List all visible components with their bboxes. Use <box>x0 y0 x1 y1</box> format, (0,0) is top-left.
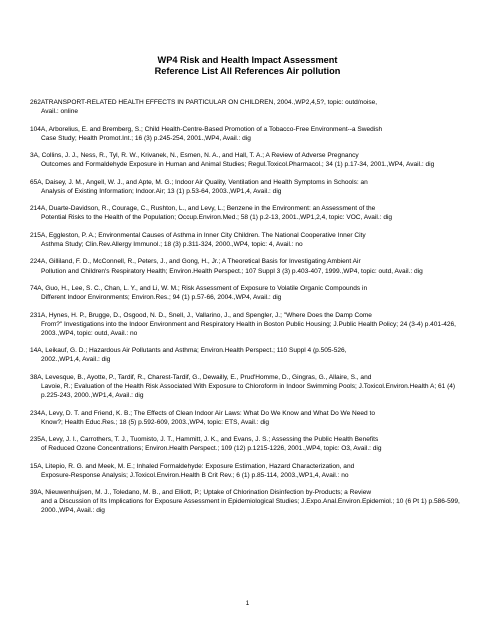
reference-first-line: 235A, Levy, J. I., Carrothers, T. J., Tuomisto, J. T., Hammitt, J. K., and Evans, J. S.; Assessing the Public Health Benefits <box>30 436 379 444</box>
reference-entry <box>30 151 475 169</box>
reference-continuation: From?" Investigations into the Indoor Environment and Respiratory Health in Boston Public Housing; J.Public Health Policy; 24 (3-4) p.401-426, 2003.,WP4, topic: outd, Avail.: no <box>41 320 456 337</box>
reference-entry <box>30 373 475 400</box>
reference-continuation: Analysis of Existing Information; Indoor.Air; 13 (1) p.53-64, 2003.,WP1,4, Avail.: dig <box>41 187 282 195</box>
reference-continuation: and a Discussion of Its Implications for Exposure Assessment in Epidemiological Studies; J.Expo.Anal.Environ.Epidemiol.; 10 (6 Pt 1) p.586-599, 2000.,WP4, Avail.: dig <box>41 498 460 515</box>
reference-first-line: 214A, Duarte-Davidson, R., Courage, C., Rushton, L., and Levy, L.; Benzene in the Environment: an Assessment of the <box>30 205 376 213</box>
reference-first-line: 215A, Eggleston, P. A.; Environmental Causes of Asthma in Inner City Children. The National Cooperative Inner City <box>30 231 366 239</box>
reference-continuation: Different Indoor Environments; Environ.Res.; 94 (1) p.57-66, 2004.,WP4, Avail.: dig <box>41 294 282 302</box>
reference-entry <box>30 311 475 338</box>
title-line-2: Reference List All References Air pollution <box>154 66 341 76</box>
reference-first-line: 231A, Hynes, H. P., Brugge, D., Osgood, N. D., Snell, J., Vallarino, J., and Spengler, J.; "Where Does the Damp Come <box>30 311 372 319</box>
reference-continuation: Avail.: online <box>41 108 79 116</box>
reference-continuation: Lavoie, R.; Evaluation of the Health Risk Associated With Exposure to Chloroform in Indoor Swimming Pools; J.Toxicol.Environ.Health A; 61 (4) p.225-243, 2000.,WP1,4, Avail.: dig <box>41 382 456 400</box>
reference-continuation: Exposure-Response Analysis; J.Toxicol.Environ.Health B Crit Rev.; 6 (1) p.85-114, 2003.,WP1,4, Avail.: no <box>41 471 349 479</box>
reference-first-line: 224A, Gilliland, F. D., McConnell, R., Peters, J., and Gong, H., Jr.; A Theoretical Basis for Investigating Ambient Air <box>30 258 361 266</box>
reference-continuation: 2002.,WP1,4, Avail.: dig <box>41 356 111 364</box>
reference-entry <box>30 178 475 196</box>
document-title <box>0 55 495 77</box>
reference-first-line: 15A, Litepio, R. G. and Meek, M. E.; Inhaled Formaldehyde: Exposure Estimation, Hazard Characterization, and <box>30 462 355 470</box>
reference-first-line: 74A, Guo, H., Lee, S. C., Chan, L. Y., and Li, W. M.; Risk Assessment of Exposure to Volatile Organic Compounds in <box>30 285 368 293</box>
page-number: 1 <box>245 600 250 607</box>
reference-continuation: Case Study; Health Promot.Int.; 16 (3) p.245-254, 2001.,WP4, Avail.: dig <box>41 134 251 142</box>
reference-entry <box>30 488 475 515</box>
reference-continuation: Know?; Health Educ.Res.; 18 (5) p.592-609, 2003.,WP4, topic: ETS, Avail.: dig <box>41 418 270 426</box>
reference-entry <box>30 98 475 116</box>
reference-first-line: 3A, Collins, J. J., Ness, R., Tyl, R. W., Krivanek, N., Esmen, N. A., and Hall, T. A.; A Review of Adverse Pregnancy <box>30 152 359 160</box>
reference-continuation: Asthma Study; Clin.Rev.Allergy Immunol.; 18 (3) p.311-324, 2000.,WP4, topic: 4, Avail.: no <box>41 240 303 248</box>
reference-entry <box>30 409 475 427</box>
reference-continuation: of Reduced Ozone Concentrations; Environ.Health Perspect.; 109 (12) p.1215-1226, 2001.,WP4, topic: O3, Avail.: dig <box>41 445 382 453</box>
reference-first-line: 65A, Daisey, J. M., Angell, W. J., and Apte, M. G.; Indoor Air Quality, Ventilation and Health Symptoms in Schools: an <box>30 178 368 186</box>
reference-entry <box>30 435 475 453</box>
reference-first-line: 234A, Levy, D. T. and Friend, K. B.; The Effects of Clean Indoor Air Laws: What Do We Know and What Do We Need to <box>30 409 375 417</box>
reference-first-line: 14A, Leikauf, G. D.; Hazardous Air Pollutants and Asthma; Environ.Health Perspect.; 110 Suppl 4 (p.505-526, <box>30 347 347 355</box>
reference-entry <box>30 231 475 249</box>
reference-first-line: 104A, Arborelius, E. and Bremberg, S.; Child Health-Centre-Based Promotion of a Tobacco-Free Environment--a Swedish <box>30 125 383 133</box>
reference-entry <box>30 346 475 364</box>
reference-first-line: 262ATRANSPORT-RELATED HEALTH EFFECTS IN PARTICULAR ON CHILDREN, 2004.,WP2,4,5?, topic: outd/noise, <box>30 99 378 106</box>
title-line-1: WP4 Risk and Health Impact Assessment <box>157 55 338 65</box>
reference-entry <box>30 462 475 480</box>
reference-first-line: 39A, Nieuwenhuijsen, M. J., Toledano, M. B., and Elliott, P.; Uptake of Chlorination Disinfection by-Products; a Review <box>30 489 372 497</box>
reference-first-line: 38A, Levesque, B., Ayotte, P., Tardif, R., Charest-Tardif, G., Dewailly, E., Prud'Homme, D., Gingras, G., Allaire, S., and <box>30 373 372 381</box>
reference-entry <box>30 204 475 222</box>
reference-continuation: Potential Risks to the Health of the Population; Occup.Environ.Med.; 58 (1) p.2-13, 2001.,WP1,2,4, topic: VOC, Avail.: dig <box>41 214 393 222</box>
reference-list <box>30 98 475 524</box>
reference-entry <box>30 125 475 143</box>
reference-continuation: Pollution and Children's Respiratory Health; Environ.Health Perspect.; 107 Suppl 3 (3) p.403-407, 1999.,WP4, topic: outd, Avail.: dig <box>41 267 423 275</box>
reference-continuation: Outcomes and Formaldehyde Exposure in Human and Animal Studies; Regul.Toxicol.Pharmacol.; 34 (1) p.17-34, 2001.,WP4, Avail.: dig <box>41 161 435 169</box>
reference-entry <box>30 257 475 275</box>
reference-entry <box>30 284 475 302</box>
